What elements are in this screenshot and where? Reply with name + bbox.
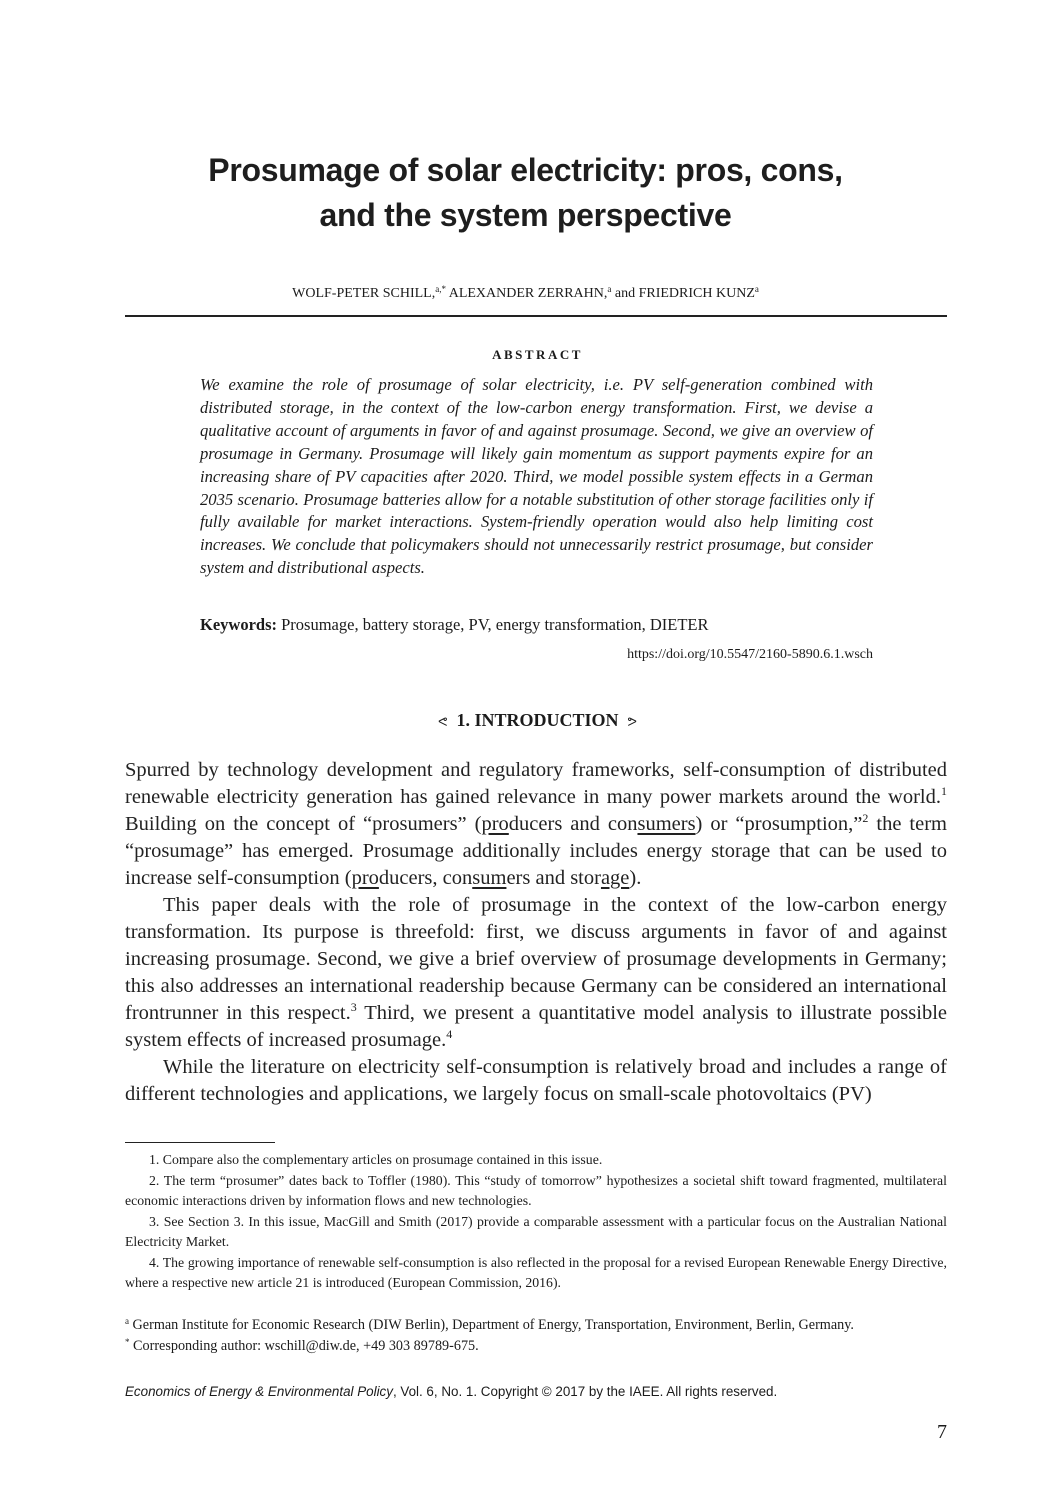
author-1-affil: a,* — [435, 284, 446, 294]
p1-text-5: the term “prosumage” has emerged. Prosumage additionally includes energy storage that can be used to increase self-consumption ( — [125, 813, 947, 889]
p1-underline-3: pro — [351, 867, 379, 889]
p1-underline-2: sumers — [637, 813, 696, 835]
affiliations — [125, 1315, 947, 1356]
author-1: WOLF-PETER SCHILL, — [292, 286, 436, 301]
paragraph-2 — [125, 892, 947, 1054]
affiliation-line — [125, 1315, 947, 1336]
p1-text-7: ers and stor — [506, 867, 601, 889]
journal-name: Economics of Energy & Environmental Policy — [125, 1384, 393, 1399]
footnote-rule — [125, 1142, 275, 1143]
author-list — [0, 284, 1051, 304]
p2-text-2: Third, we present a quantitative model analysis to illustrate possible system effects of increased prosumage. — [125, 1002, 947, 1051]
footnote-ref-4[interactable]: 4 — [446, 1027, 453, 1041]
author-2-affil: a — [607, 284, 612, 294]
p1-text-8: ). — [629, 867, 642, 889]
journal-details: , Vol. 6, No. 1. Copyright © 2017 by the IAEE. All rights reserved. — [392, 1384, 778, 1399]
footnote-4: 4. The growing importance of renewable self-consumption is also reflected in the proposal for a revised European Renewable Energy Directive, where a respective new article 21 is introduced (European Commission, 2016). — [125, 1254, 947, 1290]
keywords — [200, 614, 900, 636]
corresponding-line — [125, 1336, 947, 1357]
footnote-3: 3. See Section 3. In this issue, MacGill and Smith (2017) provide a comparable assessment with a particular focus on the Australian National Electricity Market. — [125, 1213, 947, 1249]
p1-text-1: Spurred by technology development and regulatory frameworks, self-consumption of distributed renewable electricity generation has gained relevance in many power markets around the world. — [125, 759, 947, 808]
doi-link[interactable]: https://doi.org/10.5547/2160-5890.6.1.wsch — [627, 647, 873, 662]
author-3: FRIEDRICH KUNZ — [638, 286, 755, 301]
header-rule — [125, 315, 947, 317]
affiliation-marker: a — [125, 1316, 129, 1326]
title-line-1: Prosumage of solar electricity: pros, cons, — [208, 152, 843, 188]
section-title: 1. INTRODUCTION — [456, 710, 619, 730]
keywords-label: Keywords: — [200, 615, 277, 634]
journal-citation — [125, 1382, 947, 1402]
footnote-ref-2[interactable]: 2 — [862, 811, 869, 825]
footnotes — [125, 1150, 947, 1294]
author-3-affil: a — [754, 284, 759, 294]
footnote-2: 2. The term “prosumer” dates back to Toffler (1980). This “study of tomorrow” hypothesizes a societal shift toward fragmented, multilateral economic interactions driven by information flows and new technologies. — [125, 1172, 947, 1208]
section-heading — [0, 707, 1051, 735]
footnote-1: 1. Compare also the complementary articles on prosumage contained in this issue. — [149, 1152, 603, 1167]
author-and: and — [614, 286, 636, 301]
p1-underline-1: pro — [481, 813, 509, 835]
ornament-right-icon: ᕗ — [627, 714, 637, 729]
footnote-ref-3[interactable]: 3 — [350, 1000, 357, 1014]
p2-text-1: This paper deals with the role of prosumage in the context of the low-carbon energy transformation. Its purpose is threefold: first, we discuss arguments in favor of and against increasing prosumage. Second, we give a brief overview of prosumage developments in Germany; this also addresses an international readership because Germany can be considered an international frontrunner in this respect. — [125, 894, 947, 1024]
body-text — [125, 757, 947, 1108]
footnote-ref-1[interactable]: 1 — [941, 784, 947, 798]
corresponding-text: Corresponding author: wschill@diw.de, +49 303 89789-675. — [133, 1337, 479, 1354]
paragraph-1 — [125, 757, 947, 892]
abstract-text: We examine the role of prosumage of solar electricity, i.e. PV self-generation combined with distributed storage, in the context of the low-carbon energy transformation. First, we devise a qualitative account of arguments in favor of and against prosumage. Second, we give an overview of prosumage in Germany. Prosumage will likely gain momentum as support payments expire for an increasing share of PV capacities after 2020. Third, we model possible system effects in a German 2035 scenario. Prosumage batteries allow for a notable substitution of other storage facilities only if fully available for market interactions. System-friendly operation would also help limiting cost increases. We conclude that policymakers should not unnecessarily restrict prosumage, but consider system and distributional aspects. — [200, 375, 873, 578]
p1-underline-5: age — [600, 867, 630, 889]
p1-text-2: Building on the concept of “prosumers” ( — [125, 813, 482, 835]
keywords-list: Prosumage, battery storage, PV, energy transformation, DIETER — [281, 615, 709, 634]
corresponding-marker: * — [125, 1336, 130, 1347]
p1-underline-4: sum — [472, 867, 507, 889]
page-number: 7 — [937, 1421, 947, 1443]
p1-text-3: ducers and con — [508, 813, 638, 835]
p1-text-4: ) or “prosumption,” — [695, 813, 863, 835]
ornament-left-icon: ᕙ — [438, 714, 448, 729]
affiliation-text: German Institute for Economic Research (DIW Berlin), Department of Energy, Transportation, Environment, Berlin, Germany. — [132, 1317, 854, 1333]
p1-text-6: ducers, con — [378, 867, 473, 889]
title-line-2: and the system perspective — [319, 197, 732, 233]
paper-title — [0, 148, 1051, 238]
author-2: ALEXANDER ZERRAHN, — [448, 286, 608, 301]
paragraph-3: While the literature on electricity self-consumption is relatively broad and includes a range of different technologies and applications, we largely focus on small-scale photovoltaics (PV) — [125, 1056, 947, 1105]
abstract-heading: ABSTRACT — [492, 347, 583, 362]
